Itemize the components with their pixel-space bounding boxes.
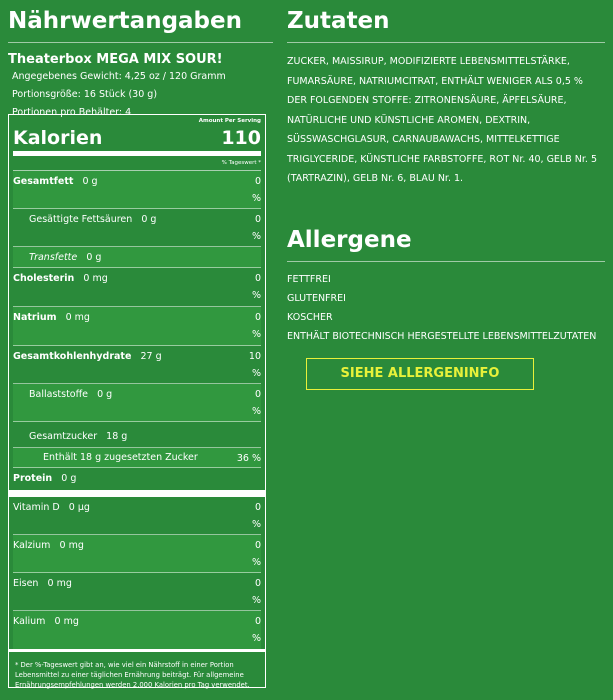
- dv-sign: %: [251, 519, 261, 530]
- allergen-item: KOSCHER: [287, 311, 333, 323]
- nutrient-row-added-sugars: [13, 448, 261, 468]
- nutrient-amount: 0 g: [86, 252, 102, 263]
- nutrient-amount: 0 mg: [59, 540, 84, 551]
- ingredients-title: Zutaten: [287, 4, 605, 43]
- nutrient-row-iron: [13, 573, 261, 611]
- nutrient-name: Kalzium: [13, 540, 51, 551]
- allergen-item: GLUTENFREI: [287, 292, 346, 304]
- dv-sign: %: [251, 633, 261, 644]
- nutrient-dv: 0: [254, 273, 261, 284]
- servings-per-container: Portionen pro Behälter: 4: [12, 107, 132, 118]
- nutrient-name: Cholesterin: [13, 273, 75, 284]
- nutrient-dv: 0: [254, 214, 261, 225]
- serving-size: Portionsgröße: 16 Stück (30 g): [12, 89, 158, 100]
- nutrition-facts-panel: [8, 114, 266, 688]
- nutrition-section: [8, 4, 273, 122]
- nutrient-row-sodium: [13, 307, 261, 346]
- nutrient-dv: 0: [254, 540, 261, 551]
- nutrient-dv: 36 %: [236, 453, 261, 464]
- nutrient-dv: 0: [254, 616, 261, 627]
- nutrient-dv: 0: [254, 389, 261, 400]
- nutrient-name: Gesamtfett: [13, 176, 74, 187]
- nutrient-row-trans-fat: [13, 247, 261, 268]
- nutrient-name: Gesamtkohlenhydrate: [13, 351, 132, 362]
- nutrient-amount: 0 mg: [54, 616, 79, 627]
- nutrient-row-dietary-fiber: [13, 384, 261, 422]
- nutrient-name: Transfette: [29, 252, 78, 263]
- nutrient-row-total-fat: [13, 171, 261, 209]
- allergen-item: FETTFREI: [287, 273, 331, 285]
- nutrient-dv: 0: [254, 502, 261, 513]
- nutrient-amount: 0 µg: [68, 502, 90, 513]
- dv-sign: %: [251, 290, 261, 301]
- allergen-item: ENTHÄLT BIOTECHNISCH HERGESTELLTE LEBENSMITTELZUTATEN: [287, 330, 597, 342]
- dv-sign: %: [251, 329, 261, 340]
- net-weight: Angegebenes Gewicht: 4,25 oz / 120 Gramm: [12, 71, 226, 82]
- ingredients-section: [287, 4, 605, 346]
- dv-sign: %: [251, 368, 261, 379]
- nutrient-amount: 0 mg: [47, 578, 72, 589]
- nutrient-amount: 0 mg: [65, 312, 90, 323]
- daily-value-header: % Tageswert *: [13, 156, 261, 171]
- allergen-info-button[interactable]: SIEHE ALLERGENINFO: [306, 358, 534, 390]
- daily-value-footnote: * Der %-Tageswert gibt an, wie viel ein Nährstoff in einer Portion Lebensmittel zu einer täglichen Ernährung beiträgt. Für allgemeine Ernährungsempfehlungen werden 2.000 Kalorien pro Tag verwendet.: [9, 649, 265, 690]
- ingredients-text: ZUCKER, MAISSIRUP, MODIFIZIERTE LEBENSMITTELSTÄRKE, FUMARSÄURE, NATRIUMCITRAT, ENTHÄLT WENIGER ALS 0,5 % DER FOLGENDEN STOFFE: ZITRONENSÄURE, ÄPFELSÄURE, NATÜRLICHE UND KÜNSTLICHE AROMEN, DEXTRIN, SÜSSWASCHGLASUR, CARNAUBAWACHS, MITTELKETTIGE TRIGLYCERIDE, KÜNSTLICHE FARBSTOFFE, ROT Nr. 40, GELB Nr. 5 (TARTRAZIN), GELB Nr. 6, BLAU Nr. 1.: [287, 56, 597, 184]
- nutrient-row-total-sugars: [13, 422, 261, 448]
- nutrient-amount: 0 mg: [83, 273, 108, 284]
- dv-sign: %: [251, 557, 261, 568]
- dv-sign: %: [251, 193, 261, 204]
- product-name: Theaterbox MEGA MIX SOUR!: [8, 52, 223, 67]
- nutrient-name: Kalium: [13, 616, 46, 627]
- nutrition-title: Nährwertangaben: [8, 4, 273, 43]
- nutrient-name: Natrium: [13, 312, 57, 323]
- nutrient-dv: 0: [254, 578, 261, 589]
- amount-per-serving-label: Amount Per Serving: [198, 118, 261, 124]
- nutrient-amount: 0 g: [141, 214, 157, 225]
- nutrient-row-saturated-fat: [13, 209, 261, 247]
- nutrient-row-total-carbohydrate: [13, 346, 261, 384]
- nutrient-dv: 10: [248, 351, 261, 362]
- nutrient-amount: 27 g: [140, 351, 162, 362]
- nutrient-amount: 0 g: [97, 389, 113, 400]
- nutrient-amount: 0 g: [61, 473, 77, 484]
- allergens-list: [287, 270, 605, 346]
- allergens-title: Allergene: [287, 223, 605, 262]
- dv-sign: %: [251, 406, 261, 417]
- nutrient-name: Eisen: [13, 578, 39, 589]
- nutrient-name: Gesamtzucker: [29, 431, 98, 442]
- nutrient-amount: 0 g: [82, 176, 98, 187]
- nutrient-amount: 18 g: [106, 431, 128, 442]
- nutrient-row-protein: [13, 468, 261, 489]
- nutrient-name: Enthält 18 g zugesetzten Zucker: [43, 452, 198, 463]
- vitamins-divider: [9, 490, 265, 497]
- dv-sign: %: [251, 231, 261, 242]
- nutrient-row-cholesterol: [13, 268, 261, 307]
- nutrient-row-calcium: [13, 535, 261, 573]
- nutrient-name: Vitamin D: [13, 502, 60, 513]
- nutrient-name: Protein: [13, 473, 53, 484]
- calories-row: [13, 125, 261, 149]
- nutrient-row-vitamin-d: [13, 497, 261, 535]
- nutrient-name: Gesättigte Fettsäuren: [29, 214, 133, 225]
- nutrient-name: Ballaststoffe: [29, 389, 88, 400]
- nutrient-dv: 0: [254, 312, 261, 323]
- dv-sign: %: [251, 595, 261, 606]
- nutrient-dv: 0: [254, 176, 261, 187]
- calories-value: 110: [221, 127, 261, 149]
- calories-label: Kalorien: [13, 127, 103, 149]
- nutrient-row-potassium: [13, 611, 261, 649]
